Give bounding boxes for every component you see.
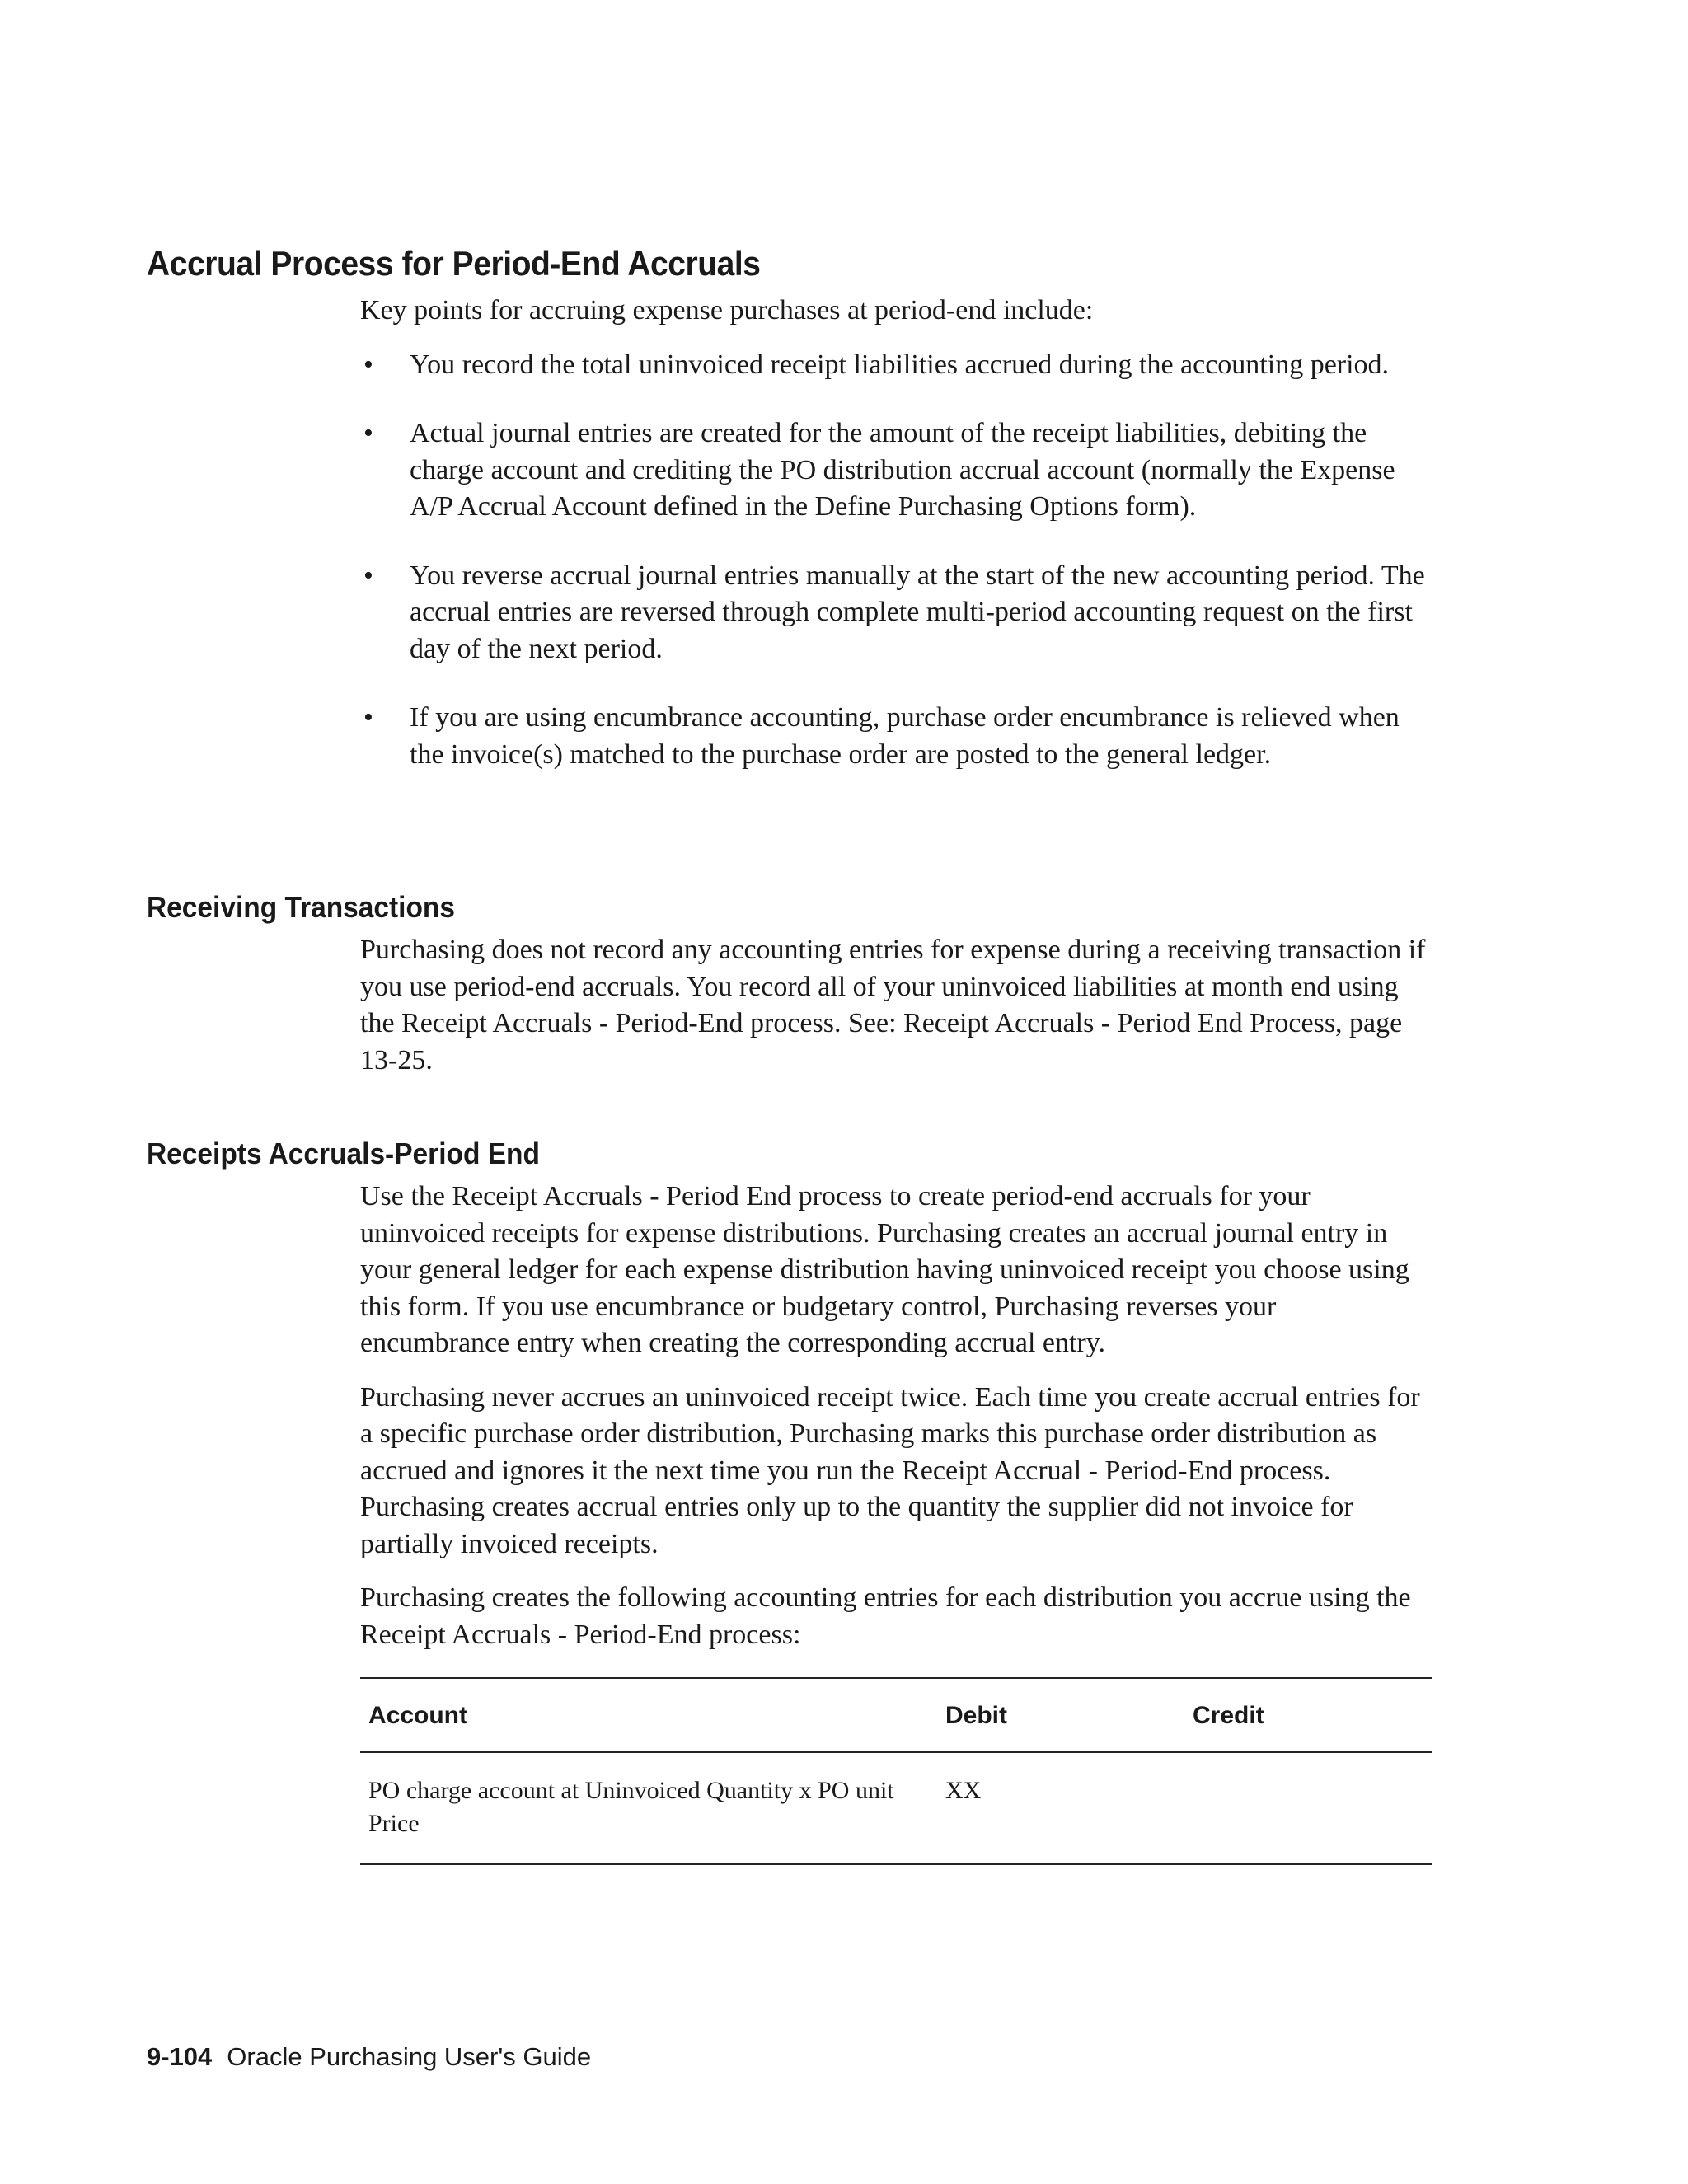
bullet-item: • You record the total uninvoiced receipt liabilities accrued during the accounting period.: [360, 347, 1432, 384]
receiving-body: [360, 932, 1432, 1096]
section-intro: Key points for accruing expense purchases at period-end include:: [360, 295, 1094, 326]
bullet-list: [360, 347, 1432, 774]
header-credit: Credit: [1184, 1678, 1432, 1752]
receiving-paragraph: Purchasing does not record any accounting entries for expense during a receiving transaction if you use period-end accruals. You record all of your uninvoiced liabilities at month end using the Receipt Accruals - Period-End process. See: Receipt Accruals - Period End Process, page 13-25.: [360, 935, 1426, 1076]
page-footer: [147, 2042, 591, 2072]
bullet-icon: •: [363, 560, 373, 591]
receipts-accruals-paragraph: Purchasing never accrues an uninvoiced receipt twice. Each time you create accrual entries for a specific purchase order distribution, Purchasing marks this purchase order distribution as accrued and ignores it the next time you run the Receipt Accrual - Period-End process. Purchasing creates accrual entries only up to the quantity the supplier did not invoice for partially invoiced receipts.: [360, 1381, 1420, 1559]
page-number: 9-104: [147, 2042, 213, 2071]
receipts-accruals-body: [360, 1179, 1432, 1671]
cell-account: PO charge account at Uninvoiced Quantity x PO unit Price: [368, 1777, 894, 1837]
bullet-icon: •: [363, 702, 373, 733]
table-header-row: [360, 1678, 1432, 1752]
table-row: [360, 1752, 1432, 1864]
receipts-accruals-paragraph: Use the Receipt Accruals - Period End process to create period-end accruals for your uninvoiced receipts for expense distributions. Purchasing creates an accrual journal entry in your general ledger for each expense distribution having uninvoiced receipt you choose using this form. If you use encumbrance or budgetary control, Purchasing reverses your encumbrance entry when creating the corresponding accrual entry.: [360, 1181, 1409, 1358]
section-body: [360, 293, 1432, 805]
receipts-accruals-heading: Receipts Accruals-Period End: [147, 1137, 540, 1170]
section-title: Accrual Process for Period-End Accruals: [147, 244, 761, 283]
cell-credit: [1184, 1752, 1432, 1864]
header-account: Account: [360, 1678, 937, 1752]
bullet-icon: •: [363, 349, 373, 380]
cell-debit: XX: [945, 1777, 982, 1804]
book-title: Oracle Purchasing User's Guide: [227, 2042, 592, 2071]
bullet-item: • If you are using encumbrance accounting, purchase order encumbrance is relieved when the invoice(s) matched to the purchase order are posted to the general ledger.: [360, 700, 1432, 773]
bullet-icon: •: [363, 418, 373, 448]
receiving-heading: Receiving Transactions: [147, 890, 456, 924]
bullet-item: • Actual journal entries are created for the amount of the receipt liabilities, debiting the charge account and crediting the PO distribution accrual account (normally the Expense A/P Accrual Account defined in the Define Purchasing Options form).: [360, 415, 1432, 526]
accounting-entries-table: [360, 1677, 1432, 1865]
receipts-accruals-paragraph: Purchasing creates the following accounting entries for each distribution you accrue using the Receipt Accruals - Period-End process:: [360, 1582, 1411, 1650]
bullet-item: • You reverse accrual journal entries manually at the start of the new accounting period. The accrual entries are reversed through complete multi-period accounting request on the first day of the next period.: [360, 558, 1432, 668]
header-debit: Debit: [937, 1678, 1184, 1752]
